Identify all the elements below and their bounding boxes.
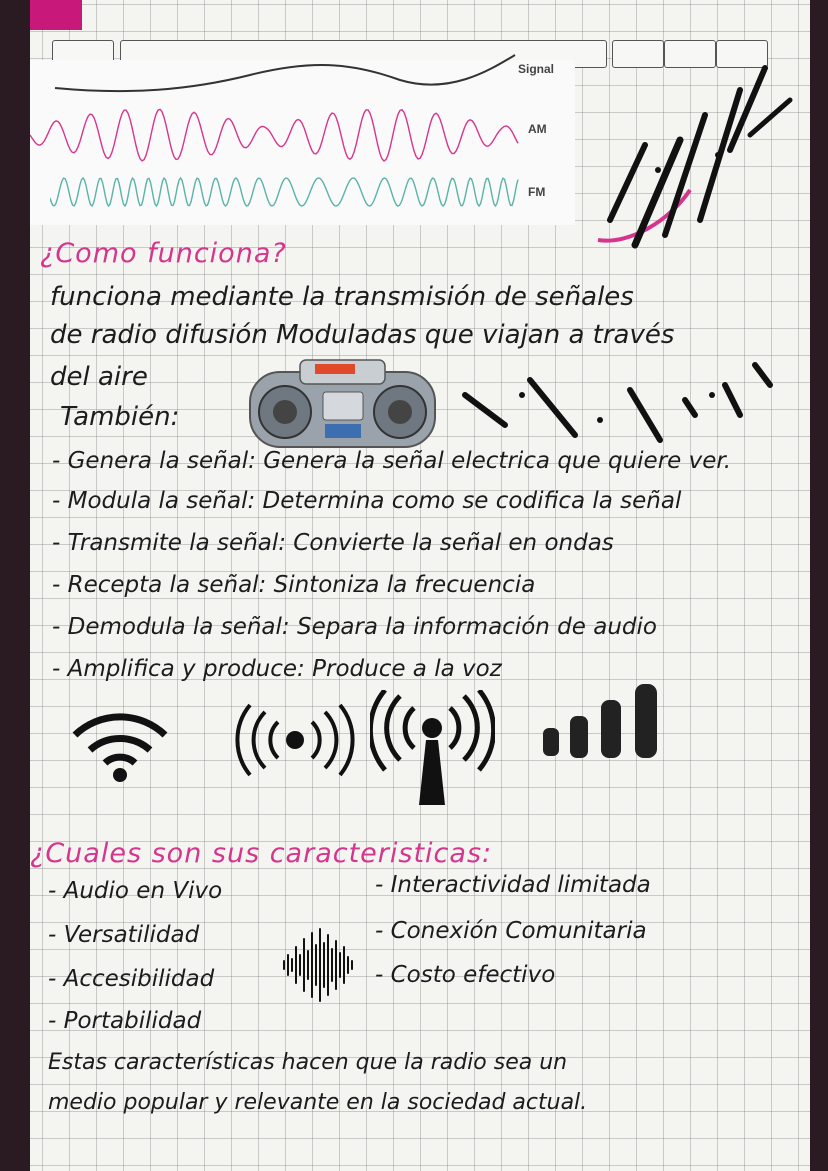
radio-waves-icon bbox=[460, 355, 780, 450]
broadcast-icon bbox=[230, 700, 360, 780]
radio-boombox-icon bbox=[245, 352, 440, 452]
conclusion-line-2: medio popular y relevante en la sociedad actual. bbox=[48, 1090, 588, 1115]
antenna-icon bbox=[370, 690, 495, 810]
notebook-page bbox=[30, 0, 810, 1171]
step-transmite: - Transmite la señal: Convierte la señal en ondas bbox=[52, 530, 614, 556]
feature-audio-vivo: - Audio en Vivo bbox=[48, 878, 223, 904]
radio-waves-icon bbox=[590, 60, 800, 250]
signal-label: Signal bbox=[518, 62, 555, 76]
feature-portabilidad: - Portabilidad bbox=[48, 1008, 202, 1034]
step-recepta: - Recepta la señal: Sintoniza la frecuencia bbox=[52, 572, 536, 598]
am-wave-icon bbox=[30, 105, 520, 165]
feature-versatilidad: - Versatilidad bbox=[48, 922, 200, 948]
conclusion-line-1: Estas características hacen que la radio sea un bbox=[48, 1050, 568, 1075]
wifi-icon bbox=[70, 705, 170, 785]
text-line-1: funciona mediante la transmisión de señales bbox=[50, 282, 634, 312]
pink-corner-tab bbox=[30, 0, 82, 30]
text-line-3: del aire bbox=[50, 362, 148, 392]
feature-conexion: - Conexión Comunitaria bbox=[375, 918, 647, 944]
feature-interactividad: - Interactividad limitada bbox=[375, 872, 651, 898]
text-line-4: También: bbox=[60, 402, 180, 432]
am-label: AM bbox=[528, 122, 547, 136]
signal-wave-icon bbox=[50, 50, 520, 100]
step-amplifica: - Amplifica y produce: Produce a la voz bbox=[52, 656, 502, 682]
sound-wave-icon bbox=[280, 925, 360, 1005]
question-caracteristicas: ¿Cuales son sus caracteristicas: bbox=[30, 838, 493, 869]
fm-label: FM bbox=[528, 185, 546, 199]
fm-wave-icon bbox=[50, 170, 520, 215]
text-line-2: de radio difusión Moduladas que viajan a través bbox=[50, 320, 675, 350]
feature-costo: - Costo efectivo bbox=[375, 962, 556, 988]
question-como-funciona: ¿Como funciona? bbox=[40, 238, 287, 269]
signal-bars-icon bbox=[535, 680, 665, 760]
step-demodula: - Demodula la señal: Separa la información de audio bbox=[52, 614, 657, 640]
feature-accesibilidad: - Accesibilidad bbox=[48, 966, 215, 992]
step-modula: - Modula la señal: Determina como se codifica la señal bbox=[52, 488, 682, 514]
step-genera: - Genera la señal: Genera la señal electrica que quiere ver. bbox=[52, 448, 732, 474]
